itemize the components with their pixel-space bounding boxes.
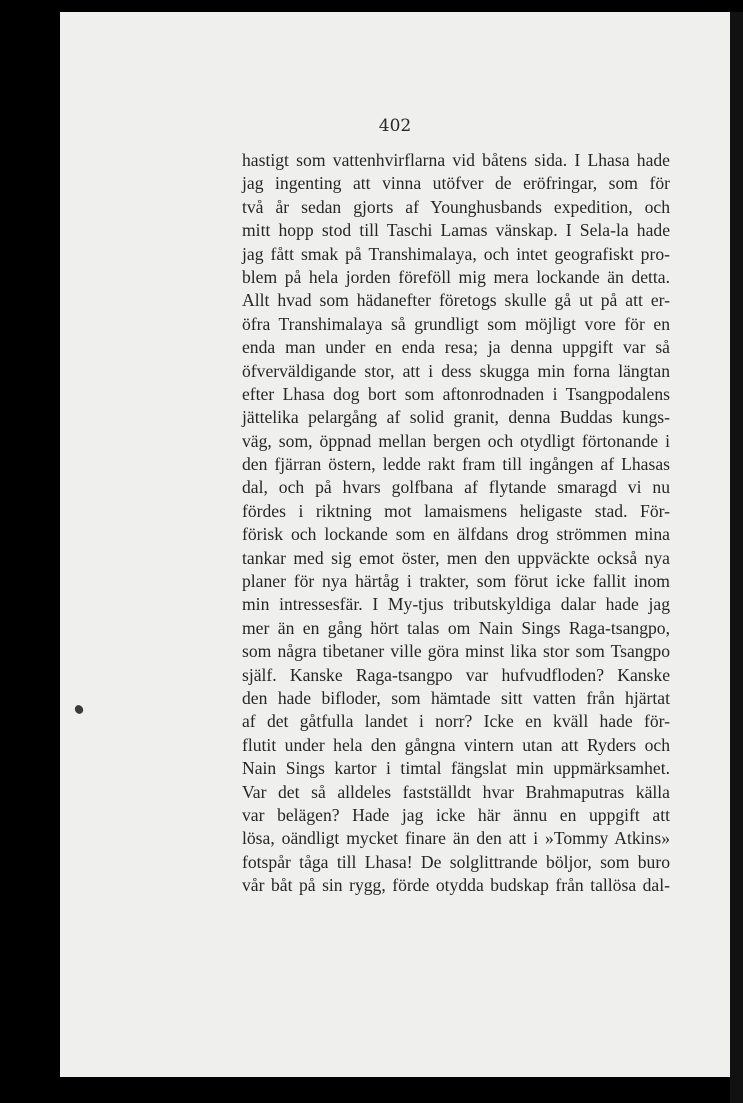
- body-text: [242, 149, 670, 898]
- page-number: 402: [378, 116, 412, 136]
- text-line: Nain Sings kartor i timtal fängslat min uppmärksamhet.: [242, 758, 670, 779]
- text-line: af det gåtfulla landet i norr? Icke en kväll hade för-: [242, 711, 670, 732]
- ink-blot: [73, 704, 85, 716]
- text-line: min intressesfär. I My-tjus tributskyldiga dalar hade jag: [242, 594, 670, 615]
- text-line: Var det så alldeles fastställdt hvar Brahmaputras källa: [242, 781, 670, 802]
- text-line: förisk och lockande som en älfdans drog strömmen mina: [242, 524, 670, 545]
- text-line: planer för nya härtåg i trakter, som förut icke fallit inom: [242, 571, 670, 592]
- text-line: fotspår tåga till Lhasa! De solglittrande böljor, som buro: [242, 851, 670, 872]
- text-line: dal, och på hvars golfbana af flytande smaragd vi nu: [242, 477, 670, 498]
- text-line: själf. Kanske Raga-tsangpo var hufvudfloden? Kanske: [242, 664, 670, 685]
- text-line: enda man under en enda resa; ja denna uppgift var så: [242, 337, 670, 358]
- text-line: tankar med sig emot öster, men den uppväckte också nya: [242, 547, 670, 568]
- page-edge-shadow: [730, 12, 743, 1103]
- text-line: blem på hela jorden föreföll mig mera lockande än detta.: [242, 266, 670, 287]
- text-line: den hade bifloder, som hämtade sitt vatten från hjärtat: [242, 687, 670, 708]
- text-line: som några tibetaner ville göra minst lika stor som Tsangpo: [242, 641, 670, 662]
- text-line: hastigt som vattenhvirflarna vid båtens sida. I Lhasa hade: [242, 150, 670, 170]
- book-page: [60, 12, 730, 1077]
- text-line: vår båt på sin rygg, förde otydda budskap från tallösa dal-: [242, 875, 670, 896]
- text-line: fördes i riktning mot lamaismens heligaste stad. För-: [242, 500, 670, 521]
- text-line: var belägen? Hade jag icke här ännu en uppgift att: [242, 804, 670, 825]
- text-line: väg, som, öppnad mellan bergen och otydligt förtonande i: [242, 430, 670, 451]
- text-line: lösa, oändligt mycket finare än den att i »Tommy Atkins»: [242, 828, 670, 849]
- text-line: jag ingenting att vinna utöfver de eröfringar, som för: [242, 173, 670, 194]
- text-line: mer än en gång hört talas om Nain Sings Raga-tsangpo,: [242, 617, 670, 638]
- text-line: mitt hopp stod till Taschi Lamas vänskap. I Sela-la hade: [242, 220, 670, 241]
- text-line: jättelika pelargång af solid granit, denna Buddas kungs-: [242, 407, 670, 428]
- text-line: den fjärran östern, ledde rakt fram till ingången af Lhasas: [242, 454, 670, 475]
- text-line: två år sedan gjorts af Younghusbands expedition, och: [242, 196, 670, 217]
- text-line: jag fått smak på Transhimalaya, och intet geografiskt pro-: [242, 243, 670, 264]
- text-line: öfverväldigande stor, att i dess skugga min forna längtan: [242, 360, 670, 381]
- text-line: efter Lhasa dog bort som aftonrodnaden i Tsangpodalens: [242, 383, 670, 404]
- text-line: flutit under hela den gångna vintern utan att Ryders och: [242, 734, 670, 755]
- text-line: Allt hvad som hädanefter företogs skulle gå ut på att er-: [242, 290, 670, 311]
- text-line: öfra Transhimalaya så grundligt som möjligt vore för en: [242, 313, 670, 334]
